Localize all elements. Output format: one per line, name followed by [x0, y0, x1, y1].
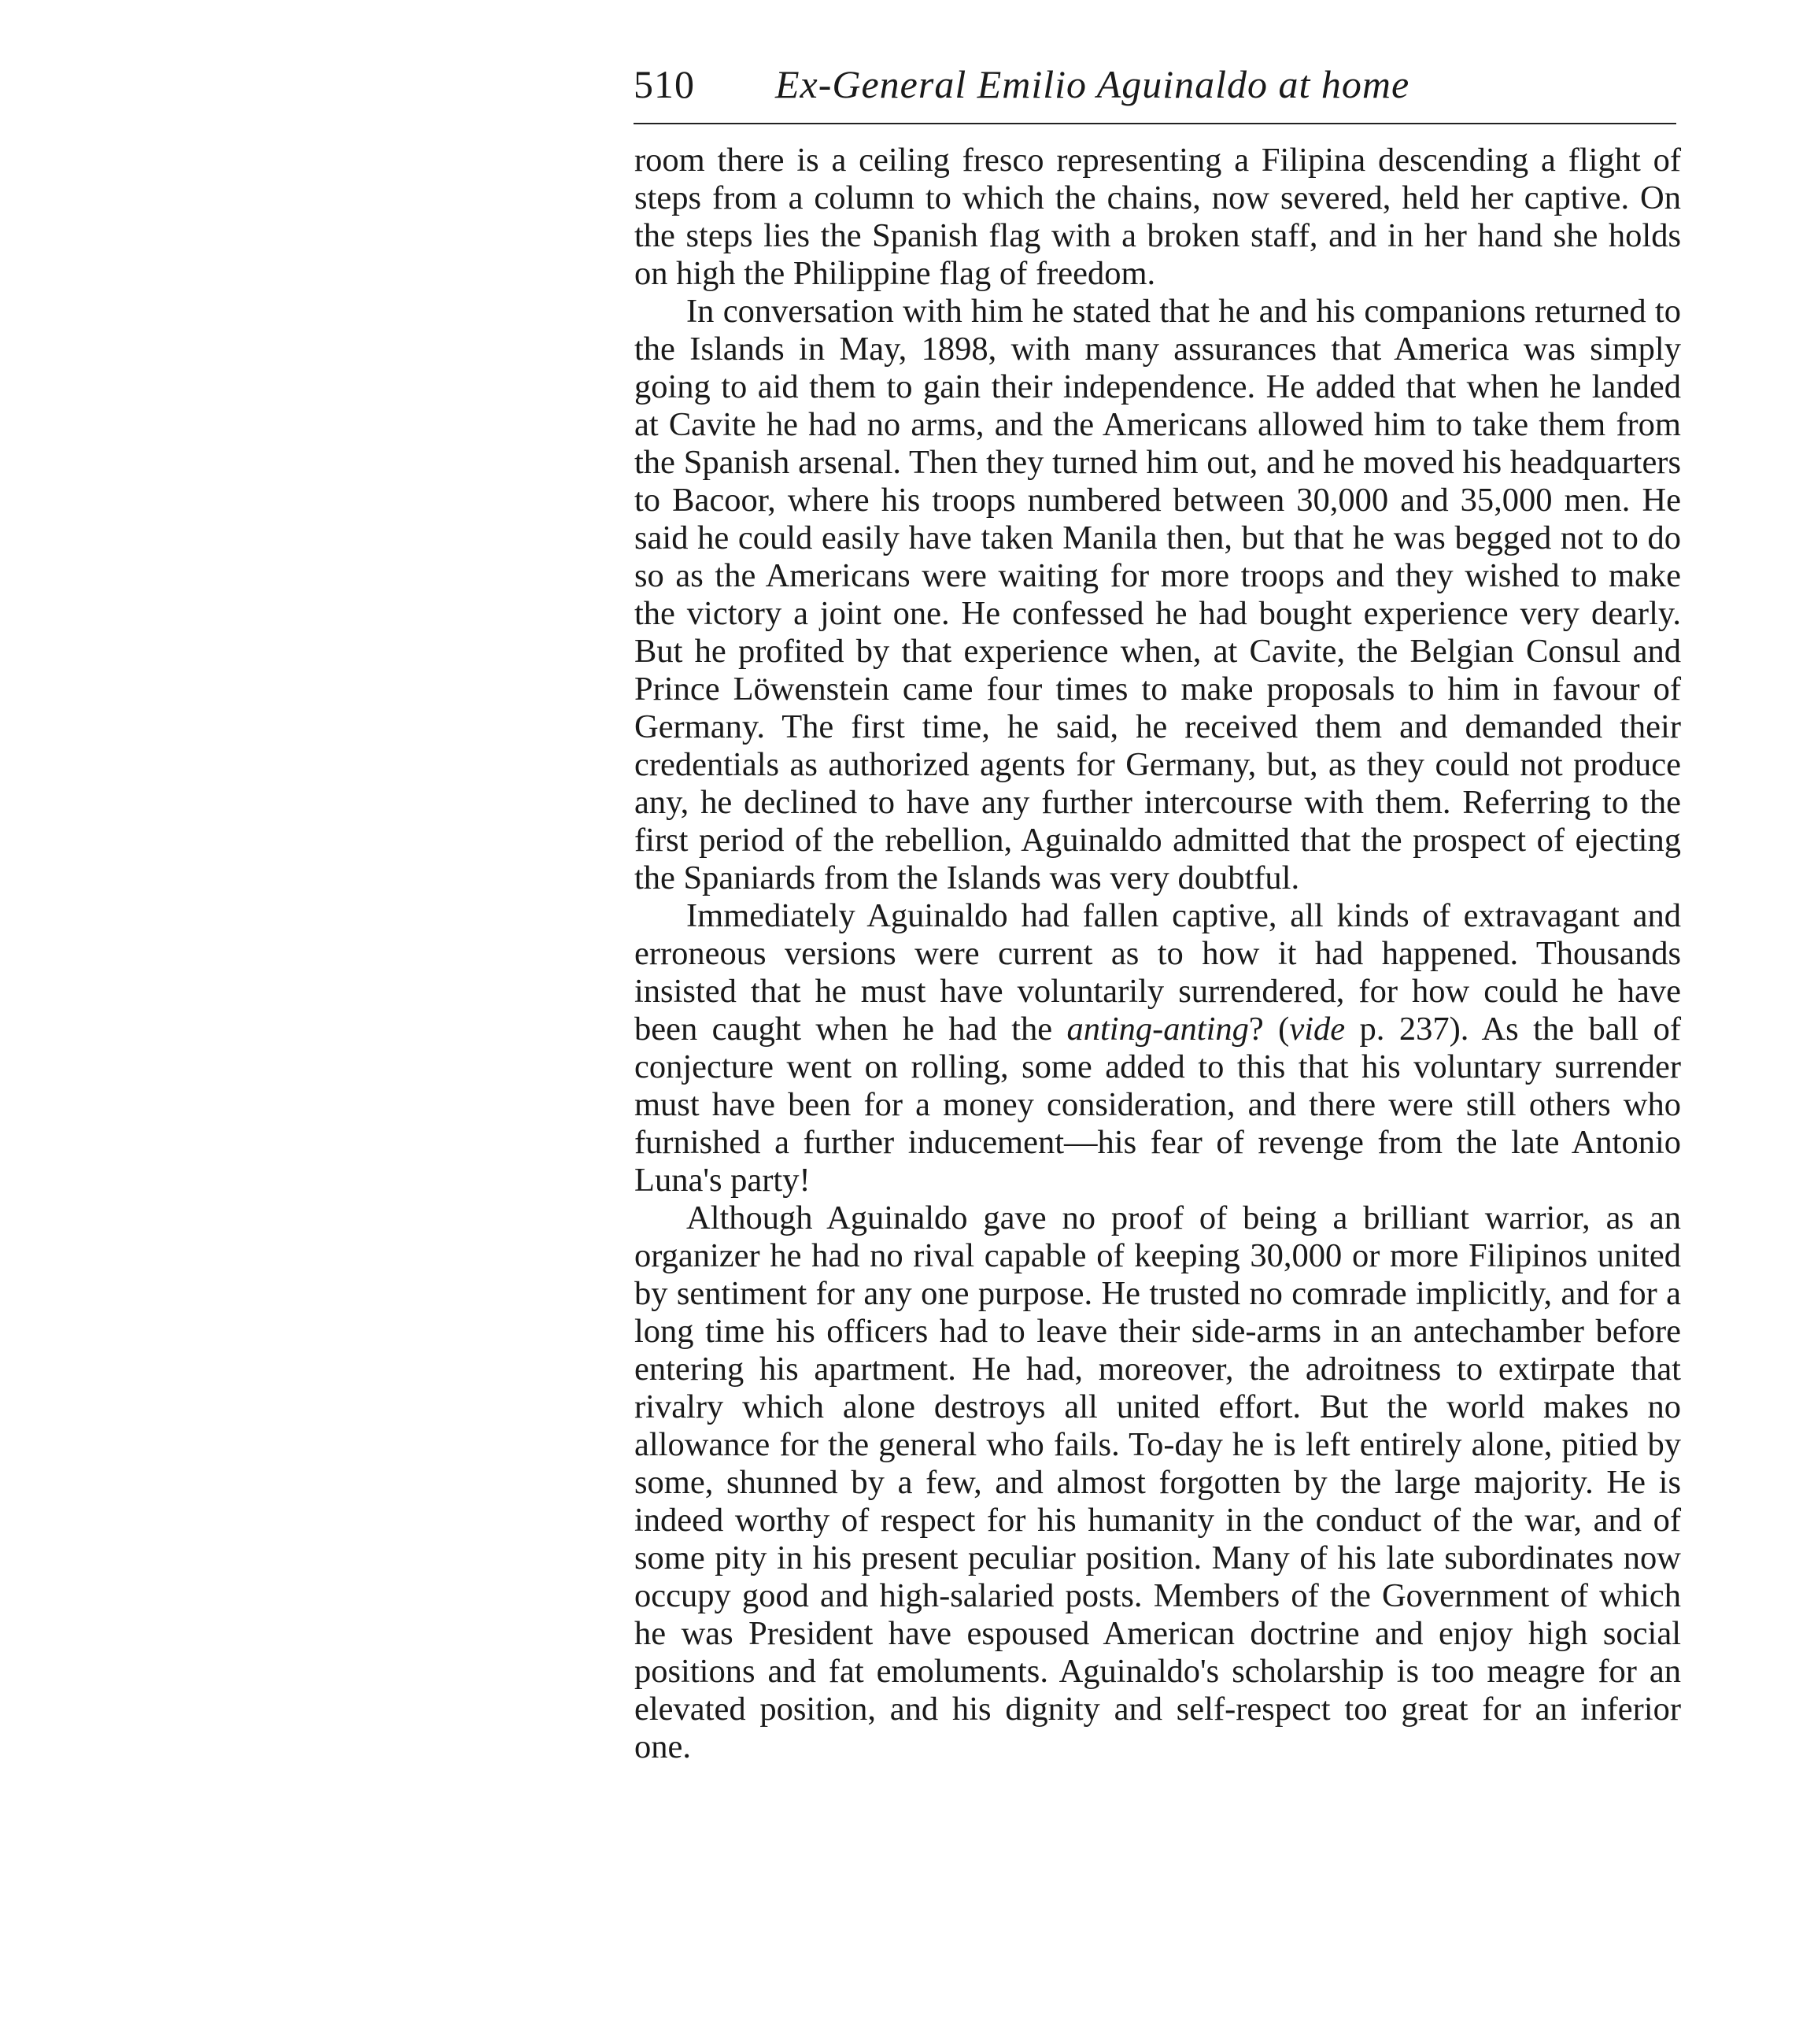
paragraph-3-text-a: Immediately Aguinaldo had fallen captive, all kinds of extravagant and erroneous versions were current as to how it had happened. Thousands insisted that he must have voluntarily surrendered, for how could he have been caught when he had the: [634, 897, 1681, 1048]
running-title: Ex-General Emilio Aguinaldo at home: [775, 62, 1410, 106]
paragraph-3-text-c: p. 237). As the ball of conjecture went on rolling, some added to this that his voluntary surrender must have been for a money consideration, and there were still others who furnished a further inducement—his fear of revenge from the late Antonio Luna's party!: [634, 1011, 1681, 1199]
anting-anting-term: anting-anting: [1066, 1011, 1249, 1048]
page-number: 510: [634, 62, 695, 106]
paragraph-3: [634, 897, 1681, 1199]
running-header: [634, 57, 1676, 112]
header-rule: [634, 123, 1676, 124]
vide-term: vide: [1289, 1011, 1346, 1048]
paragraph-3-text-b: ? (: [1248, 1011, 1290, 1048]
body-text: [634, 142, 1681, 1766]
paragraph-4: Although Aguinaldo gave no proof of being a brilliant warrior, as an organizer he had no rival capable of keeping 30,000 or more Filipinos united by sentiment for any one purpose. He trusted no comrade implicitly, and for a long time his officers had to leave their side-arms in an antechamber before entering his apartment. He had, moreover, the adroitness to extirpate that rivalry which alone destroys all united effort. But the world makes no allowance for the general who fails. To-day he is left entirely alone, pitied by some, shunned by a few, and almost forgotten by the large majority. He is indeed worthy of respect for his humanity in the conduct of the war, and of some pity in his present peculiar position. Many of his late subordinates now occupy good and high-salaried posts. Members of the Government of which he was President have espoused American doctrine and enjoy high social positions and fat emoluments. Aguinaldo's scholarship is too meagre for an elevated position, and his dignity and self-respect too great for an inferior one.: [634, 1199, 1681, 1765]
paragraph-2: In conversation with him he stated that he and his companions returned to the Islands in May, 1898, with many assurances that America was simply going to aid them to gain their independence. He added that when he landed at Cavite he had no arms, and the Americans allowed him to take them from the Spanish arsenal. Then they turned him out, and he moved his headquarters to Bacoor, where his troops numbered between 30,000 and 35,000 men. He said he could easily have taken Manila then, but that he was begged not to do so as the Americans were waiting for more troops and they wished to make the victory a joint one. He confessed he had bought experience very dearly. But he profited by that experience when, at Cavite, the Belgian Consul and Prince Löwenstein came four times to make proposals to him in favour of Germany. The first time, he said, he received them and demanded their credentials as authorized agents for Germany, but, as they could not produce any, he declined to have any further intercourse with them. Referring to the first period of the rebellion, Aguinaldo admitted that the prospect of ejecting the Spaniards from the Islands was very doubtful.: [634, 293, 1681, 896]
paragraph-1: room there is a ceiling fresco representing a Filipina descending a flight of steps from a column to which the chains, now severed, held her captive. On the steps lies the Spanish flag with a broken staff, and in her hand she holds on high the Philippine flag of freedom.: [634, 142, 1681, 292]
